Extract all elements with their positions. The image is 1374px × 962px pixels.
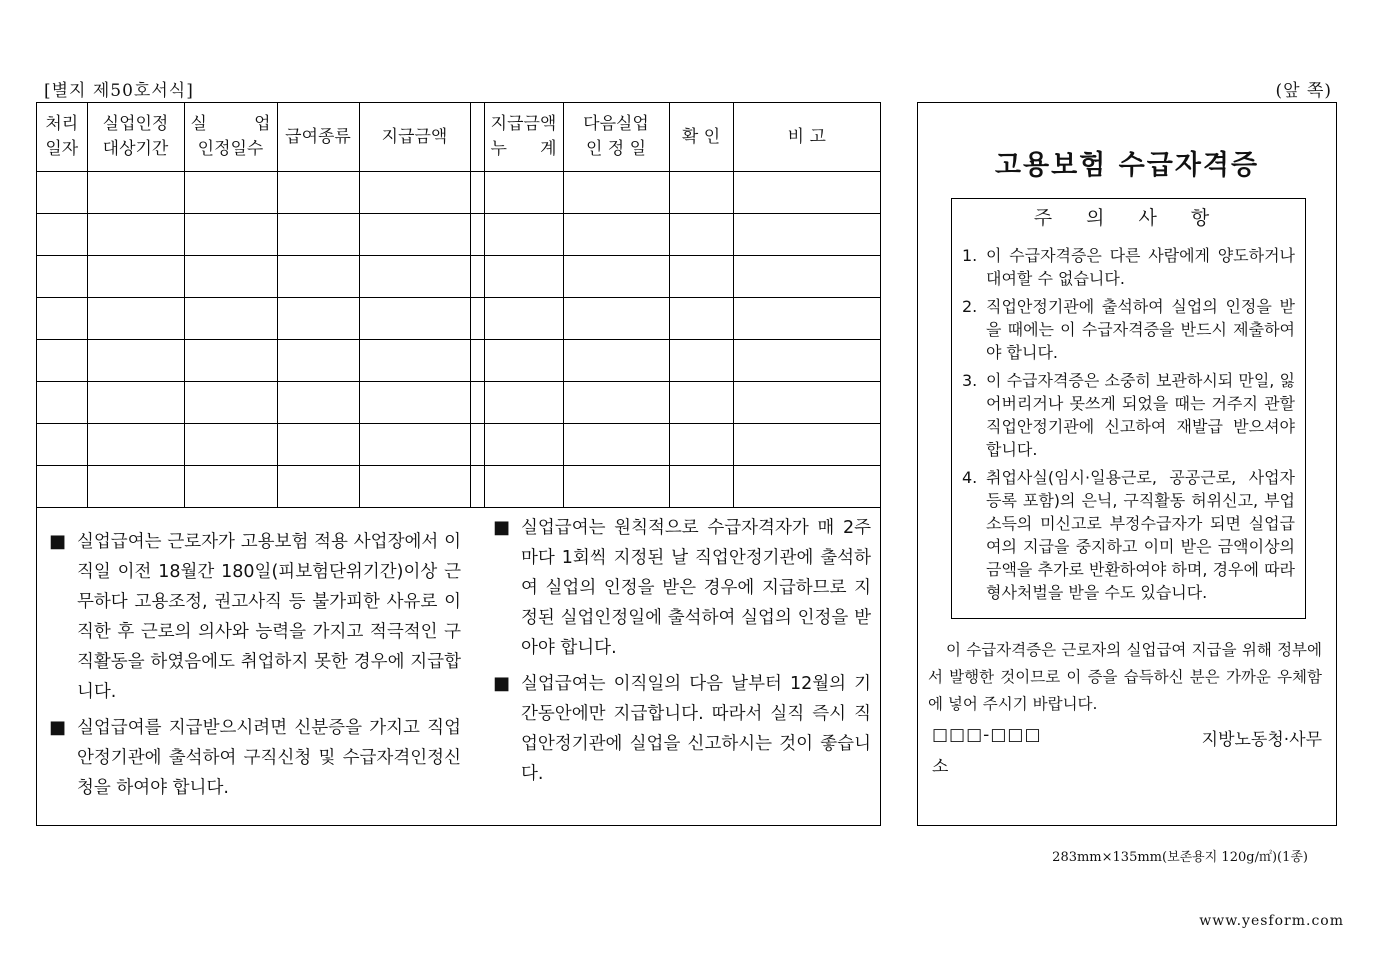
payment-record-table <box>37 103 880 508</box>
table-row <box>37 466 880 508</box>
caution-box <box>951 198 1306 619</box>
card-title: 고용보험 수급자격증 <box>994 150 1260 181</box>
header-benefit-type: 급여종류 <box>277 103 359 172</box>
qualification-card-panel <box>917 102 1337 826</box>
caution-item: 1. 이 수급자격증은 다른 사람에게 양도하거나 대여할 수 없습니다. <box>962 246 1295 288</box>
header-payment-amount: 지급금액 <box>359 103 470 172</box>
bullet-square-icon: ■ <box>493 517 511 538</box>
note-period: ■ 실업급여는 이직일의 다음 날부터 12월의 기간동안에만 지급합니다. 따라서 실직 즉시 직업안정기관에 실업을 신고하시는 것이 좋습니다. <box>493 669 871 789</box>
notes-right <box>493 513 871 795</box>
caution-title: 주 의 사 항 <box>1033 207 1224 229</box>
payment-record-panel <box>36 102 881 826</box>
header-processing-date: 처리 일자 <box>37 103 87 172</box>
return-notice: 이 수급자격증은 근로자의 실업급여 지급을 위해 정부에서 발행한 것이므로 이 증을 습득하신 분은 가까운 우체함에 넣어 주시기 바랍니다. <box>928 641 1322 713</box>
header-period: 실업인정 대상기간 <box>87 103 184 172</box>
paper-spec: 283mm×135mm(보존용지 120g/㎡)(1종) <box>1052 850 1308 865</box>
caution-item: 2. 직업안정기관에 출석하여 실업의 인정을 받을 때에는 이 수급자격증을 반드시 제출하여야 합니다. <box>962 297 1295 362</box>
note-application: ■ 실업급여를 지급받으시려면 신분증을 가지고 직업안정기관에 출석하여 구직신청 및 수급자격인정신청을 하여야 합니다. <box>49 713 461 803</box>
table-row <box>37 172 880 214</box>
table-row <box>37 382 880 424</box>
header-next-date: 다음실업 인 정 일 <box>563 103 669 172</box>
caution-item: 4. 취업사실(임시·일용근로, 공공근로, 사업자등록 포함)의 은닉, 구직활동 허위신고, 부업소득의 미신고로 부정수급자가 되면 실업급여의 지급을 중지하고 이미 받은 금액이상의 금액을 추가로 반환하여야 하며, 경우에 따라 형사처벌을 받을 수도 있습니다. <box>962 468 1295 602</box>
table-row <box>37 298 880 340</box>
notes-left <box>49 527 461 809</box>
bullet-square-icon: ■ <box>49 717 67 738</box>
table-row <box>37 214 880 256</box>
header-unemployment-days: 실 업 인정일수 <box>184 103 277 172</box>
header-confirm: 확 인 <box>669 103 733 172</box>
office-name: 지방노동청·사무 <box>1201 730 1322 750</box>
note-attendance: ■ 실업급여는 원칙적으로 수급자격자가 매 2주마다 1회씩 지정된 날 직업안정기관에 출석하여 실업의 인정을 받은 경우에 지급하므로 지정된 실업인정일에 출석하여 실업의 인정을 받아야 합니다. <box>493 513 871 663</box>
bullet-square-icon: ■ <box>49 531 67 552</box>
table-row <box>37 424 880 466</box>
table-row <box>37 340 880 382</box>
header-cumulative: 지급금액 누 계 <box>484 103 563 172</box>
note-eligibility: ■ 실업급여는 근로자가 고용보험 적용 사업장에서 이직일 이전 18월간 180일(피보험단위기간)이상 근무하다 고용조정, 권고사직 등 불가피한 사유로 이직한 후 근로의 의사와 능력을 가지고 적극적인 구직활동을 하였음에도 취업하지 못한 경우에 지급합니다. <box>49 527 461 707</box>
table-row <box>37 256 880 298</box>
header-remarks: 비 고 <box>733 103 880 172</box>
header-spacer <box>470 103 484 172</box>
page-side-label: (앞 쪽) <box>1275 81 1332 101</box>
website-link[interactable]: www.yesform.com <box>1199 913 1344 929</box>
office-name-suffix: 소 <box>932 757 949 777</box>
table-header-row <box>37 103 880 172</box>
office-code-boxes[interactable]: □□□-□□□ <box>932 725 1042 745</box>
form-number-label: [별지 제50호서식] <box>44 81 194 101</box>
bullet-square-icon: ■ <box>493 673 511 694</box>
caution-item: 3. 이 수급자격증은 소중히 보관하시되 만일, 잃어버리거나 못쓰게 되었을 때는 거주지 관할 직업안정기관에 신고하여 재발급 받으셔야 합니다. <box>962 371 1295 459</box>
